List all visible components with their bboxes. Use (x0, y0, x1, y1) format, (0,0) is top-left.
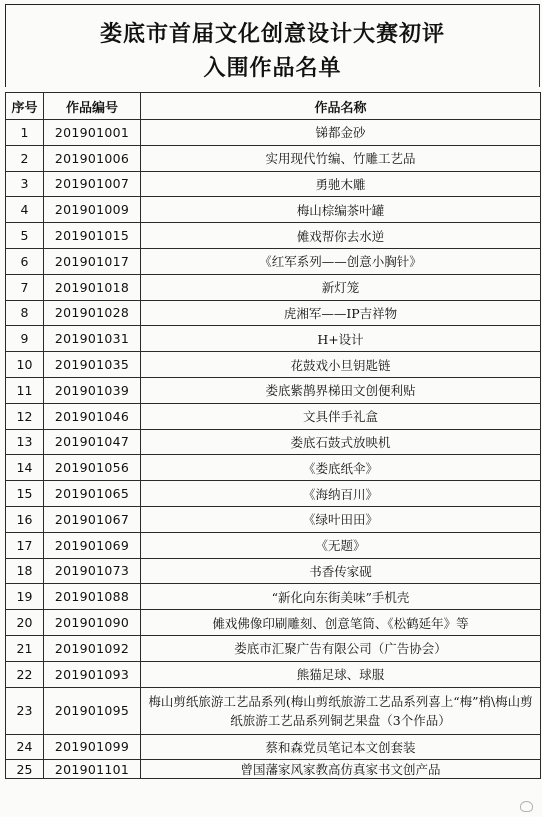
row-code: 201901099 (44, 734, 141, 760)
title-block (5, 4, 540, 87)
row-name: H+设计 (141, 326, 541, 352)
row-index: 16 (6, 506, 44, 532)
row-code: 201901001 (44, 120, 141, 146)
table-row (6, 120, 541, 146)
shortlist-table (5, 92, 541, 779)
table-row (6, 300, 541, 326)
row-code: 201901101 (44, 760, 141, 779)
row-name: 蔡和森党员笔记本文创套装 (141, 734, 541, 760)
row-name: “新化向东街美味”手机壳 (141, 584, 541, 610)
row-name: 实用现代竹编、竹雕工艺品 (141, 145, 541, 171)
row-name: 娄底石鼓式放映机 (141, 429, 541, 455)
row-index: 4 (6, 197, 44, 223)
header-index: 序号 (6, 93, 44, 120)
document-subtitle: 入围作品名单 (203, 56, 342, 81)
row-code: 201901095 (44, 687, 141, 734)
row-name: 《娄底纸伞》 (141, 455, 541, 481)
row-code: 201901028 (44, 300, 141, 326)
row-name: 虎湘军——IP吉祥物 (141, 300, 541, 326)
row-name: 梅山剪纸旅游工艺品系列(梅山剪纸旅游工艺品系列喜上“梅”梢\梅山剪纸旅游工艺品系列铜艺果盘（3个作品） (141, 687, 541, 734)
row-index: 9 (6, 326, 44, 352)
row-index: 8 (6, 300, 44, 326)
watermark (440, 801, 536, 815)
row-index: 23 (6, 687, 44, 734)
row-index: 14 (6, 455, 44, 481)
row-index: 10 (6, 352, 44, 378)
row-name: 娄底紫鹊界梯田文创便利贴 (141, 377, 541, 403)
row-code: 201901018 (44, 274, 141, 300)
row-index: 18 (6, 558, 44, 584)
row-index: 20 (6, 610, 44, 636)
row-name: 书香传家砚 (141, 558, 541, 584)
table-row (6, 734, 541, 760)
row-index: 2 (6, 145, 44, 171)
table-row (6, 635, 541, 661)
table-row (6, 197, 541, 223)
row-name: 娄底市汇聚广告有限公司（广告协会） (141, 635, 541, 661)
row-name: 锑都金砂 (141, 120, 541, 146)
row-name: 《无题》 (141, 532, 541, 558)
row-index: 1 (6, 120, 44, 146)
row-code: 201901017 (44, 248, 141, 274)
row-code: 201901088 (44, 584, 141, 610)
wechat-icon (520, 801, 533, 812)
row-index: 13 (6, 429, 44, 455)
row-code: 201901035 (44, 352, 141, 378)
table-header-row (6, 93, 541, 120)
row-index: 21 (6, 635, 44, 661)
table-row (6, 403, 541, 429)
row-index: 11 (6, 377, 44, 403)
row-index: 3 (6, 171, 44, 197)
table-row (6, 326, 541, 352)
row-index: 24 (6, 734, 44, 760)
header-code: 作品编号 (44, 93, 141, 120)
header-name: 作品名称 (141, 93, 541, 120)
row-name: 梅山棕编茶叶罐 (141, 197, 541, 223)
row-name: 《红军系列——创意小胸针》 (141, 248, 541, 274)
table-row (6, 687, 541, 734)
table-row (6, 506, 541, 532)
table-row (6, 223, 541, 249)
row-name: 《绿叶田田》 (141, 506, 541, 532)
row-name: 花鼓戏小旦钥匙链 (141, 352, 541, 378)
row-code: 201901007 (44, 171, 141, 197)
row-code: 201901065 (44, 481, 141, 507)
row-index: 25 (6, 760, 44, 779)
row-index: 17 (6, 532, 44, 558)
row-code: 201901073 (44, 558, 141, 584)
table-row (6, 760, 541, 779)
table-row (6, 429, 541, 455)
row-name: 《海纳百川》 (141, 481, 541, 507)
row-code: 201901039 (44, 377, 141, 403)
table-row (6, 661, 541, 687)
row-name: 曾国藩家风家教高仿真家书文创产品 (141, 760, 541, 779)
row-index: 5 (6, 223, 44, 249)
table-row (6, 145, 541, 171)
table-row (6, 248, 541, 274)
row-index: 12 (6, 403, 44, 429)
table-row (6, 171, 541, 197)
row-code: 201901090 (44, 610, 141, 636)
row-index: 6 (6, 248, 44, 274)
row-code: 201901067 (44, 506, 141, 532)
table-row (6, 377, 541, 403)
table-row (6, 584, 541, 610)
row-name: 勇驰木雕 (141, 171, 541, 197)
row-code: 201901006 (44, 145, 141, 171)
row-code: 201901031 (44, 326, 141, 352)
table-row (6, 455, 541, 481)
row-code: 201901009 (44, 197, 141, 223)
row-index: 19 (6, 584, 44, 610)
row-code: 201901046 (44, 403, 141, 429)
table-row (6, 352, 541, 378)
table-row (6, 558, 541, 584)
table-row (6, 610, 541, 636)
row-index: 15 (6, 481, 44, 507)
row-code: 201901056 (44, 455, 141, 481)
table-row (6, 532, 541, 558)
row-code: 201901092 (44, 635, 141, 661)
row-name: 新灯笼 (141, 274, 541, 300)
row-code: 201901047 (44, 429, 141, 455)
row-code: 201901069 (44, 532, 141, 558)
row-name: 傩戏帮你去水逆 (141, 223, 541, 249)
row-name: 熊猫足球、球服 (141, 661, 541, 687)
document-title: 娄底市首届文化创意设计大赛初评 (99, 22, 445, 47)
row-name: 文具伴手礼盒 (141, 403, 541, 429)
row-code: 201901093 (44, 661, 141, 687)
row-index: 7 (6, 274, 44, 300)
table-row (6, 481, 541, 507)
row-name: 傩戏佛像印刷雕刻、创意笔筒、《松鹤延年》等 (141, 610, 541, 636)
row-index: 22 (6, 661, 44, 687)
table-row (6, 274, 541, 300)
row-code: 201901015 (44, 223, 141, 249)
